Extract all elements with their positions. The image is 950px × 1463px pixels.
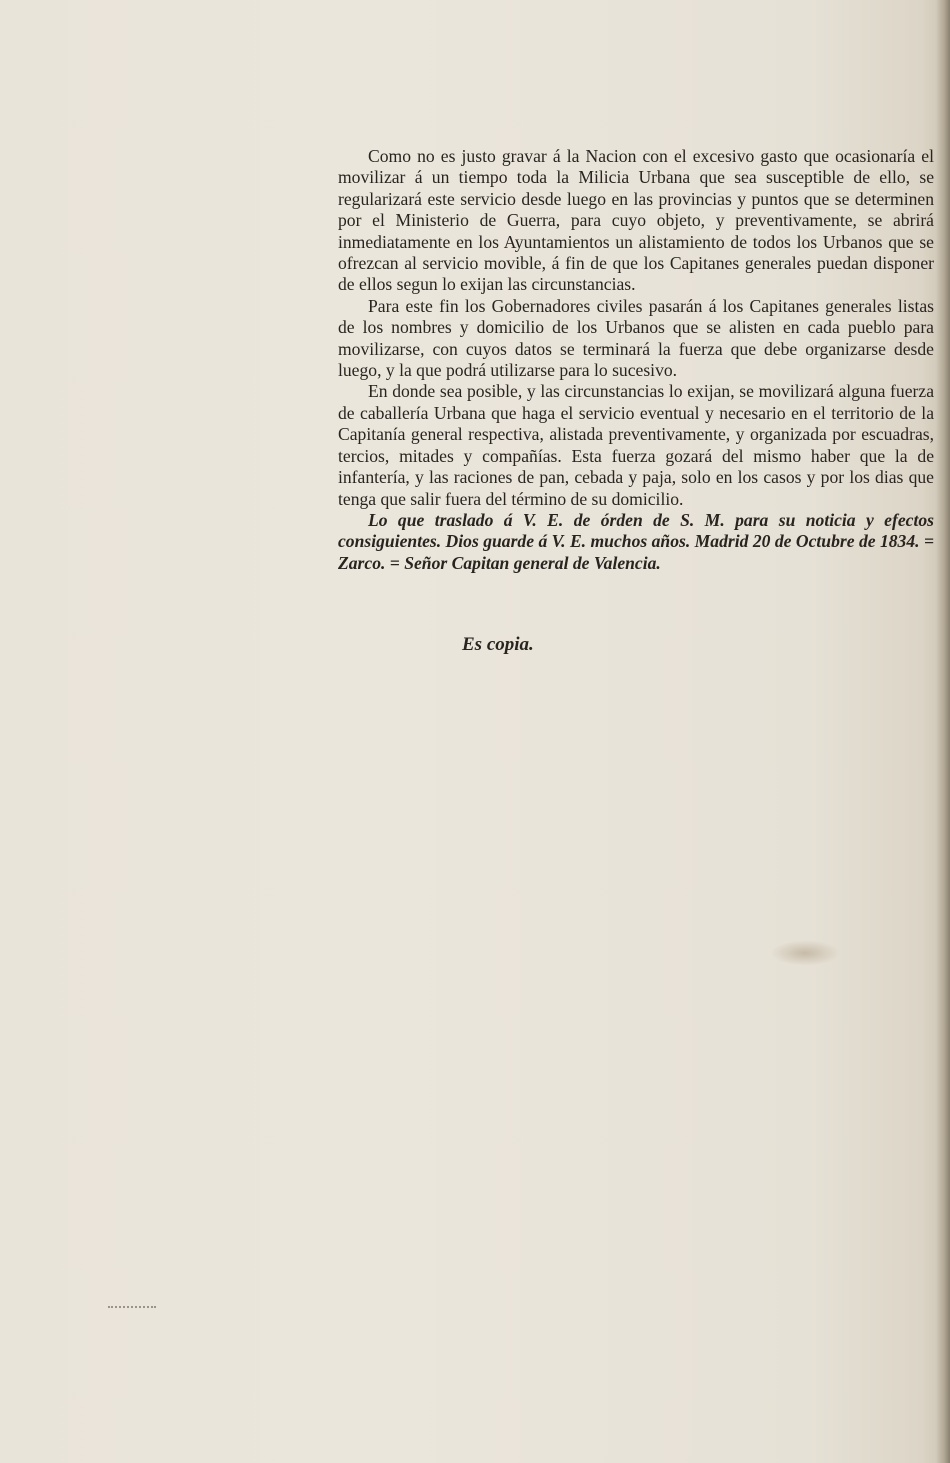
margin-mark (108, 1306, 156, 1312)
certification-note: Es copia. (462, 634, 534, 655)
paragraph-2: Para este fin los Gobernadores civiles pasarán á los Capitanes generales listas de los nombres y domicilio de los Urbanos que se alisten en cada pueblo para movilizarse, con cuyos datos se terminará la fuerza que debe organizarse desde luego, y la que podrá utilizarse para lo sucesivo. (338, 295, 934, 381)
page-edge-shadow (936, 0, 950, 1463)
paper-stain (770, 940, 840, 966)
paragraph-3: En donde sea posible, y las circunstancias lo exijan, se movilizará alguna fuerza de caballería Urbana que haga el servicio eventual y necesario en el territorio de la Capitanía general respectiva, alistada preventivamente, y organizada por escuadras, tercios, mitades y compañías. Esta fuerza gozará del mismo haber que la de infantería, y las raciones de pan, cebada y paja, solo en los casos y por los dias que tenga que salir fuera del término de su domicilio. (338, 381, 934, 509)
body-text (338, 146, 934, 574)
paragraph-1: Como no es justo gravar á la Nacion con el excesivo gasto que ocasionaría el movilizar á un tiempo toda la Milicia Urbana que sea susceptible de ello, se regularizará este servicio desde luego en las provincias y puntos que se determinen por el Ministerio de Guerra, para cuyo objeto, y preventivamente, se abrirá inmediatamente en los Ayuntamientos un alistamiento de todos los Urbanos que se ofrezcan al servicio movible, á fin de que los Capitanes generales puedan disponer de ellos segun lo exijan las circunstancias. (338, 146, 934, 295)
closing-paragraph: Lo que traslado á V. E. de órden de S. M. para su noticia y efectos consiguientes. Dios guarde á V. E. muchos años. Madrid 20 de Octubre de 1834. = Zarco. = Señor Capitan general de Valencia. (338, 509, 934, 573)
